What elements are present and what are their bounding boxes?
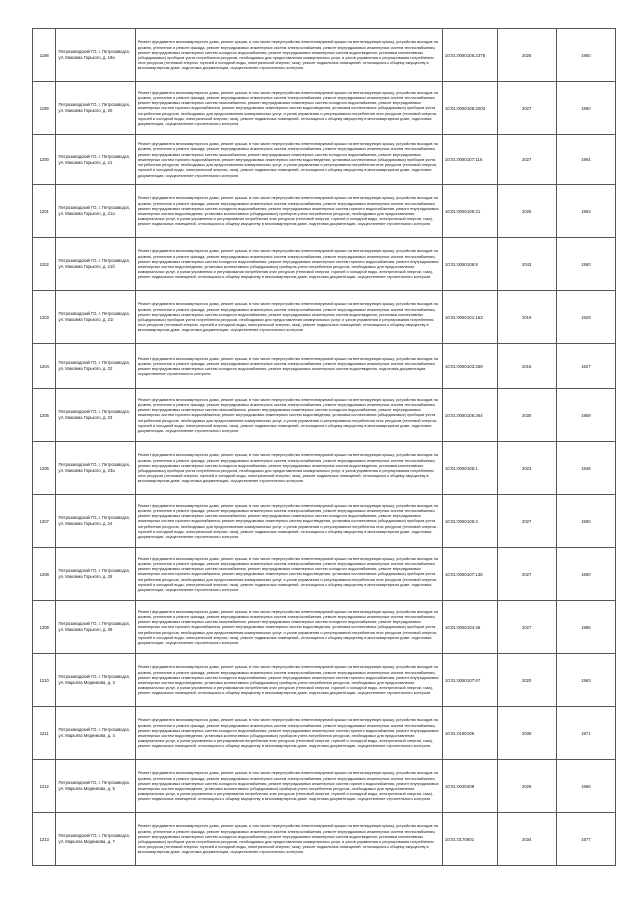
build-year-cell: 1929 [556,291,615,344]
works-description-cell: Ремонт фундамента многоквартирного дома, ремонт крыши, в том числе переустройство невентилируемой крыши на вентилируемую крышу, устройство выходов на кровлю, утепление и ремонт фасада, ремонт внутридомовых инженерных систем электроснабжения, ремонт внутридомовых инженерных систем теплоснабжения, ремонт внутридомовых инженерных систем холодного водоснабжения, ремонт внутридомовых инженерных систем горячего водоснабжения, ремонт внутридомовых инженерных систем водоотведения, установка коллективных (общедомовых) приборов учета потребления ресурсов, необходимых для предоставления коммунальных услуг, и узлов управления и регулирования потребления этих ресурсов (тепловой энергии, горячей и холодной воды, электрической энергии, газа), ремонт подвальных помещений, относящихся к общему имуществу в многоквартирном доме, подготовка документации, осуществление строительного контроля [135,654,442,707]
works-description-cell: Ремонт фундамента многоквартирного дома, ремонт крыши, в том числе переустройство невентилируемой крыши на вентилируемую крышу, устройство выходов на кровлю, утепление и ремонт фасада, ремонт внутридомовых инженерных систем электроснабжения, ремонт внутридомовых инженерных систем теплоснабжения, ремонт внутридомовых инженерных систем холодного водоснабжения, ремонт внутридомовых инженерных систем горячего водоснабжения, ремонт внутридомовых инженерных систем водоотведения, установка коллективных (общедомовых) приборов учета потребления ресурсов, необходимых для предоставления коммунальных услуг, и узлов управления и регулирования потребления этих ресурсов (тепловой энергии, горячей и холодной воды, электрической энергии, газа), ремонт подвальных помещений, относящихся к общему имуществу в многоквартирном доме, подготовка документации, осуществление строительного контроля [135,760,442,813]
address-cell: Петрозаводский ГО, г. Петрозаводск, ул. Максима Горького, д. 19а [56,29,135,82]
repair-year-cell: 2027 [497,82,556,135]
row-number-cell: 1207 [33,495,56,548]
table-row [33,185,616,238]
table-row [33,389,616,442]
works-description-cell: Ремонт фундамента многоквартирного дома, ремонт крыши, в том числе переустройство невентилируемой крыши на вентилируемую крышу, устройство выходов на кровлю, утепление и ремонт фасада, ремонт внутридомовых инженерных систем электроснабжения, ремонт внутридомовых инженерных систем теплоснабжения, ремонт внутридомовых инженерных систем холодного водоснабжения, ремонт внутридомовых инженерных систем горячего водоснабжения, ремонт внутридомовых инженерных систем водоотведения, установка коллективных (общедомовых) приборов учета потребления ресурсов, необходимых для предоставления коммунальных услуг, и узлов управления и регулирования потребления этих ресурсов (тепловой энергии, горячей и холодной воды, электрической энергии, газа), ремонт подвальных помещений, относящихся к общему имуществу в многоквартирном доме, подготовка документации, осуществление строительного контроля [135,238,442,291]
capital-repair-register-table [32,28,616,866]
table-row [33,601,616,654]
table-row [33,344,616,389]
repair-year-cell: 2028 [497,29,556,82]
build-year-cell: 1960 [556,29,615,82]
cadastral-number-cell: 10:01:0060106:4 [442,495,497,548]
address-cell: Петрозаводский ГО, г. Петрозаводск, ул. Максима Горького, д. 23а [56,442,135,495]
repair-year-cell: 2026 [497,185,556,238]
build-year-cell: 1959 [556,389,615,442]
row-number-cell: 1212 [33,760,56,813]
repair-year-cell: 2027 [497,601,556,654]
address-cell: Петрозаводский ГО, г. Петрозаводск, ул. Марьяла Медникова, д. 3 [56,654,135,707]
cadastral-number-cell: 10:01:0060101:163 [442,291,497,344]
register-table-body [33,29,616,866]
works-description-cell: Ремонт фундамента многоквартирного дома, ремонт крыши, в том числе переустройство невентилируемой крыши на вентилируемую крышу, устройство выходов на кровлю, утепление и ремонт фасада, ремонт внутридомовых инженерных систем электроснабжения, ремонт внутридомовых инженерных систем теплоснабжения, ремонт внутридомовых инженерных систем газоснабжения, ремонт внутридомовых инженерных систем холодного водоснабжения, ремонт внутридомовых инженерных систем горячего водоснабжения, ремонт внутридомовых инженерных систем водоотведения, установка коллективных (общедомовых) приборов учета потребления ресурсов, необходимых для предоставления коммунальных услуг, и узлов управления и регулирования потребления этих ресурсов (тепловой энергии, горячей и холодной воды, электрической энергии, газа), ремонт подвальных помещений, относящихся к общему имуществу в многоквартирном доме, подготовка документации, осуществление строительного контроля [135,389,442,442]
repair-year-cell: 2027 [497,548,556,601]
cadastral-number-cell: 10:01:0060106:21 [442,185,497,238]
repair-year-cell: 2035 [497,707,556,760]
row-number-cell: 1204 [33,344,56,389]
repair-year-cell: 2034 [497,813,556,866]
row-number-cell: 1209 [33,601,56,654]
address-cell: Петрозаводский ГО, г. Петрозаводск, ул. Максима Горького, д. 26 [56,548,135,601]
cadastral-number-cell: 10:01:0060106:2375 [442,29,497,82]
works-description-cell: Ремонт фундамента многоквартирного дома, ремонт крыши, в том числе переустройство невентилируемой крыши на вентилируемую крышу, устройство выходов на кровлю, утепление и ремонт фасада, ремонт внутридомовых инженерных систем электроснабжения, ремонт внутридомовых инженерных систем теплоснабжения, ремонт внутридомовых инженерных систем холодного водоснабжения, ремонт внутридомовых инженерных систем горячего водоснабжения, ремонт внутридомовых инженерных систем водоотведения, установка коллективных (общедомовых) приборов учета потребления ресурсов, необходимых для предоставления коммунальных услуг, и узлов управления и регулирования потребления этих ресурсов (тепловой энергии, горячей и холодной воды, электрической энергии, газа), ремонт подвальных помещений, относящихся к общему имуществу в многоквартирном доме, подготовка документации, осуществление строительного контроля [135,707,442,760]
address-cell: Петрозаводский ГО, г. Петрозаводск, ул. Максима Горького, д. 21б [56,238,135,291]
address-cell: Петрозаводский ГО, г. Петрозаводск, ул. Марьяла Медникова, д. 5 [56,760,135,813]
address-cell: Петрозаводский ГО, г. Петрозаводск, ул. Максима Горького, д. 21а [56,185,135,238]
table-row [33,760,616,813]
repair-year-cell: 2027 [497,135,556,185]
cadastral-number-cell: 10:01:0060106:8 [442,238,497,291]
cadastral-number-cell: 10:01:0030409 [442,760,497,813]
table-row [33,548,616,601]
row-number-cell: 1200 [33,135,56,185]
repair-year-cell: 2030 [497,389,556,442]
address-cell: Петрозаводский ГО, г. Петрозаводск, ул. Максима Горького, д. 28 [56,601,135,654]
cadastral-number-cell: 10:01:0180106 [442,707,497,760]
table-row [33,813,616,866]
build-year-cell: 1960 [556,495,615,548]
works-description-cell: Ремонт фундамента многоквартирного дома, ремонт крыши, в том числе переустройство невентилируемой крыши на вентилируемую крышу, устройство выходов на кровлю, утепление и ремонт фасада, ремонт внутридомовых инженерных систем электроснабжения, ремонт внутридомовых инженерных систем теплоснабжения, ремонт внутридомовых инженерных систем холодного водоснабжения, ремонт внутридомовых инженерных систем водоотведения, подготовка документации, осуществление строительного контроля [135,344,442,389]
row-number-cell: 1199 [33,82,56,135]
build-year-cell: 1971 [556,707,615,760]
build-year-cell: 1948 [556,442,615,495]
address-cell: Петрозаводский ГО, г. Петрозаводск, ул. Максима Горького, д. 23 [56,389,135,442]
row-number-cell: 1211 [33,707,56,760]
row-number-cell: 1210 [33,654,56,707]
table-row [33,707,616,760]
row-number-cell: 1198 [33,29,56,82]
build-year-cell: 1966 [556,601,615,654]
works-description-cell: Ремонт фундамента многоквартирного дома, ремонт крыши, в том числе переустройство невентилируемой крыши на вентилируемую крышу, устройство выходов на кровлю, утепление и ремонт фасада, ремонт внутридомовых инженерных систем электроснабжения, ремонт внутридомовых инженерных систем теплоснабжения, ремонт внутридомовых инженерных систем газоснабжения, ремонт внутридомовых инженерных систем холодного водоснабжения, ремонт внутридомовых инженерных систем горячего водоснабжения, ремонт внутридомовых инженерных систем водоотведения, установка коллективных (общедомовых) приборов учета потребления ресурсов, необходимых для предоставления коммунальных услуг, и узлов управления и регулирования потребления этих ресурсов (тепловой энергии, горячей и холодной воды, электрической энергии, газа), ремонт подвальных помещений, относящихся к общему имуществу в многоквартирном доме, подготовка документации, осуществление строительного контроля [135,135,442,185]
build-year-cell: 1963 [556,654,615,707]
build-year-cell: 1964 [556,135,615,185]
table-row [33,654,616,707]
repair-year-cell: 2027 [497,495,556,548]
address-cell: Петрозаводский ГО, г. Петрозаводск, ул. Максима Горького, д. 22 [56,344,135,389]
address-cell: Петрозаводский ГО, г. Петрозаводск, ул. Максима Горького, д. 20 [56,82,135,135]
works-description-cell: Ремонт фундамента многоквартирного дома, ремонт крыши, в том числе переустройство невентилируемой крыши на вентилируемую крышу, устройство выходов на кровлю, утепление и ремонт фасада, ремонт внутридомовых инженерных систем электроснабжения, ремонт внутридомовых инженерных систем теплоснабжения, ремонт внутридомовых инженерных систем газоснабжения, ремонт внутридомовых инженерных систем холодного водоснабжения, ремонт внутридомовых инженерных систем горячего водоснабжения, ремонт внутридомовых инженерных систем водоотведения, установка коллективных (общедомовых) приборов учета потребления ресурсов, необходимых для предоставления коммунальных услуг, и узлов управления и регулирования потребления этих ресурсов (тепловой энергии, горячей и холодной воды, электрической энергии, газа), ремонт подвальных помещений, относящихся к общему имуществу в многоквартирном доме, подготовка документации, осуществление строительного контроля [135,548,442,601]
row-number-cell: 1201 [33,185,56,238]
address-cell: Петрозаводский ГО, г. Петрозаводск, ул. Максима Горького, д. 21 [56,135,135,185]
address-cell: Петрозаводский ГО, г. Петрозаводск, ул. Марьяла Медникова, д. 4 [56,707,135,760]
row-number-cell: 1213 [33,813,56,866]
repair-year-cell: 2043 [497,238,556,291]
works-description-cell: Ремонт фундамента многоквартирного дома, ремонт крыши, в том числе переустройство невентилируемой крыши на вентилируемую крышу, устройство выходов на кровлю, утепление и ремонт фасада, ремонт внутридомовых инженерных систем электроснабжения, ремонт внутридомовых инженерных систем теплоснабжения, ремонт внутридомовых инженерных систем холодного водоснабжения, ремонт внутридомовых инженерных систем горячего водоснабжения, ремонт внутридомовых инженерных систем водоотведения, установка коллективных (общедомовых) приборов учета потребления ресурсов, необходимых для предоставления коммунальных услуг, и узлов управления и регулирования потребления этих ресурсов (тепловой энергии, горячей и холодной воды, электрической энергии, газа), ремонт подвальных помещений, относящихся к общему имуществу в многоквартирном доме, подготовка документации, осуществление строительного контроля [135,185,442,238]
repair-year-cell: 2023 [497,442,556,495]
cadastral-number-cell: 10:01:0060103:259 [442,344,497,389]
row-number-cell: 1203 [33,291,56,344]
works-description-cell: Ремонт фундамента многоквартирного дома, ремонт крыши, в том числе переустройство невентилируемой крыши на вентилируемую крышу, устройство выходов на кровлю, утепление и ремонт фасада, ремонт внутридомовых инженерных систем электроснабжения, ремонт внутридомовых инженерных систем теплоснабжения, ремонт внутридомовых инженерных систем холодного водоснабжения, ремонт внутридомовых инженерных систем водоотведения, установка коллективных (общедомовых) приборов учета потребления ресурсов, необходимых для предоставления коммунальных услуг, и узлов управления и регулирования потребления этих ресурсов (тепловой энергии, горячей и холодной воды, электрической энергии, газа), ремонт подвальных помещений, относящихся к общему имуществу в многоквартирном доме, подготовка документации, осуществление строительного контроля [135,442,442,495]
build-year-cell: 1963 [556,185,615,238]
repair-year-cell: 2020 [497,654,556,707]
row-number-cell: 1208 [33,548,56,601]
works-description-cell: Ремонт фундамента многоквартирного дома, ремонт крыши, в том числе переустройство невентилируемой крыши на вентилируемую крышу, устройство выходов на кровлю, утепление и ремонт фасада, ремонт внутридомовых инженерных систем электроснабжения, ремонт внутридомовых инженерных систем теплоснабжения, ремонт внутридомовых инженерных систем газоснабжения, ремонт внутридомовых инженерных систем холодного водоснабжения, ремонт внутридомовых инженерных систем горячего водоснабжения, ремонт внутридомовых инженерных систем водоотведения, установка коллективных (общедомовых) приборов учета потребления ресурсов, необходимых для предоставления коммунальных услуг, и узлов управления и регулирования потребления этих ресурсов (тепловой энергии, горячей и холодной воды, электрической энергии, газа), ремонт подвальных помещений, относящихся к общему имуществу в многоквартирном доме, подготовка документации, осуществление строительного контроля [135,82,442,135]
build-year-cell: 1960 [556,548,615,601]
works-description-cell: Ремонт фундамента многоквартирного дома, ремонт крыши, в том числе переустройство невентилируемой крыши на вентилируемую крышу, устройство выходов на кровлю, утепление и ремонт фасада, ремонт внутридомовых инженерных систем электроснабжения, ремонт внутридомовых инженерных систем теплоснабжения, ремонт внутридомовых инженерных систем холодного водоснабжения, ремонт внутридомовых инженерных систем водоотведения, установка коллективных (общедомовых) приборов учета потребления ресурсов, необходимых для предоставления коммунальных услуг, и узлов управления и регулирования потребления этих ресурсов (тепловой энергии, горячей и холодной воды, электрической энергии, газа), ремонт подвальных помещений, относящихся к общему имуществу в многоквартирном доме, подготовка документации, осуществление строительного контроля [135,813,442,866]
address-cell: Петрозаводский ГО, г. Петрозаводск, ул. Марьяла Медникова, д. 7 [56,813,135,866]
works-description-cell: Ремонт фундамента многоквартирного дома, ремонт крыши, в том числе переустройство невентилируемой крыши на вентилируемую крышу, устройство выходов на кровлю, утепление и ремонт фасада, ремонт внутридомовых инженерных систем электроснабжения, ремонт внутридомовых инженерных систем теплоснабжения, ремонт внутридомовых инженерных систем газоснабжения, ремонт внутридомовых инженерных систем холодного водоснабжения, ремонт внутридомовых инженерных систем горячего водоснабжения, ремонт внутридомовых инженерных систем водоотведения, установка коллективных (общедомовых) приборов учета потребления ресурсов, необходимых для предоставления коммунальных услуг, и узлов управления и регулирования потребления этих ресурсов (тепловой энергии, горячей и холодной воды, электрической энергии, газа), ремонт подвальных помещений, относящихся к общему имуществу в многоквартирном доме, подготовка документации, осуществление строительного контроля [135,601,442,654]
row-number-cell: 1202 [33,238,56,291]
row-number-cell: 1205 [33,389,56,442]
build-year-cell: 1977 [556,813,615,866]
table-row [33,82,616,135]
build-year-cell: 1960 [556,82,615,135]
row-number-cell: 1206 [33,442,56,495]
cadastral-number-cell: 10:01:0060107:67 [442,654,497,707]
table-row [33,495,616,548]
table-row [33,135,616,185]
works-description-cell: Ремонт фундамента многоквартирного дома, ремонт крыши, в том числе переустройство невентилируемой крыши на вентилируемую крышу, устройство выходов на кровлю, утепление и ремонт фасада, ремонт внутридомовых инженерных систем электроснабжения, ремонт внутридомовых инженерных систем теплоснабжения, ремонт внутридомовых инженерных систем холодного водоснабжения, ремонт внутридомовых инженерных систем водоотведения, установка коллективных (общедомовых) приборов учета потребления ресурсов, необходимых для предоставления коммунальных услуг, и узлов управления и регулирования потребления этих ресурсов (тепловой энергии, горячей и холодной воды, электрической энергии, газа), ремонт подвальных помещений, относящихся к общему имуществу в многоквартирном доме, подготовка документации, осуществление строительного контроля [135,29,442,82]
repair-year-cell: 2016 [497,344,556,389]
works-description-cell: Ремонт фундамента многоквартирного дома, ремонт крыши, в том числе переустройство невентилируемой крыши на вентилируемую крышу, устройство выходов на кровлю, утепление и ремонт фасада, ремонт внутридомовых инженерных систем электроснабжения, ремонт внутридомовых инженерных систем теплоснабжения, ремонт внутридомовых инженерных систем холодного водоснабжения, ремонт внутридомовых инженерных систем водоотведения, установка коллективных (общедомовых) приборов учета потребления ресурсов, необходимых для предоставления коммунальных услуг, и узлов управления и регулирования потребления этих ресурсов (тепловой энергии, горячей и холодной воды, электрической энергии, газа), ремонт подвальных помещений, относящихся к общему имуществу в многоквартирном доме, подготовка документации, осуществление строительного контроля [135,291,442,344]
works-description-cell: Ремонт фундамента многоквартирного дома, ремонт крыши, в том числе переустройство невентилируемой крыши на вентилируемую крышу, устройство выходов на кровлю, утепление и ремонт фасада, ремонт внутридомовых инженерных систем электроснабжения, ремонт внутридомовых инженерных систем теплоснабжения, ремонт внутридомовых инженерных систем газоснабжения, ремонт внутридомовых инженерных систем холодного водоснабжения, ремонт внутридомовых инженерных систем горячего водоснабжения, ремонт внутридомовых инженерных систем водоотведения, установка коллективных (общедомовых) приборов учета потребления ресурсов, необходимых для предоставления коммунальных услуг, и узлов управления и регулирования потребления этих ресурсов (тепловой энергии, горячей и холодной воды, электрической энергии, газа), ремонт подвальных помещений, относящихся к общему имуществу в многоквартирном доме, подготовка документации, осуществление строительного контроля [135,495,442,548]
build-year-cell: 1927 [556,344,615,389]
cadastral-number-cell: 10:01:0060104:46 [442,601,497,654]
build-year-cell: 1960 [556,238,615,291]
cadastral-number-cell: 10:01:0060106:2003 [442,82,497,135]
repair-year-cell: 2019 [497,291,556,344]
address-cell: Петрозаводский ГО, г. Петрозаводск, ул. Максима Горького, д. 21г [56,291,135,344]
cadastral-number-cell: 10:01:0060107:116 [442,135,497,185]
address-cell: Петрозаводский ГО, г. Петрозаводск, ул. Максима Горького, д. 24 [56,495,135,548]
build-year-cell: 1966 [556,760,615,813]
table-row [33,238,616,291]
cadastral-number-cell: 10:01:0060106:264 [442,389,497,442]
repair-year-cell: 2028 [497,760,556,813]
cadastral-number-cell: 10:01:0170601 [442,813,497,866]
cadastral-number-cell: 10:01:0060106:1 [442,442,497,495]
table-row [33,29,616,82]
table-row [33,291,616,344]
cadastral-number-cell: 10:01:0060107:136 [442,548,497,601]
table-row [33,442,616,495]
